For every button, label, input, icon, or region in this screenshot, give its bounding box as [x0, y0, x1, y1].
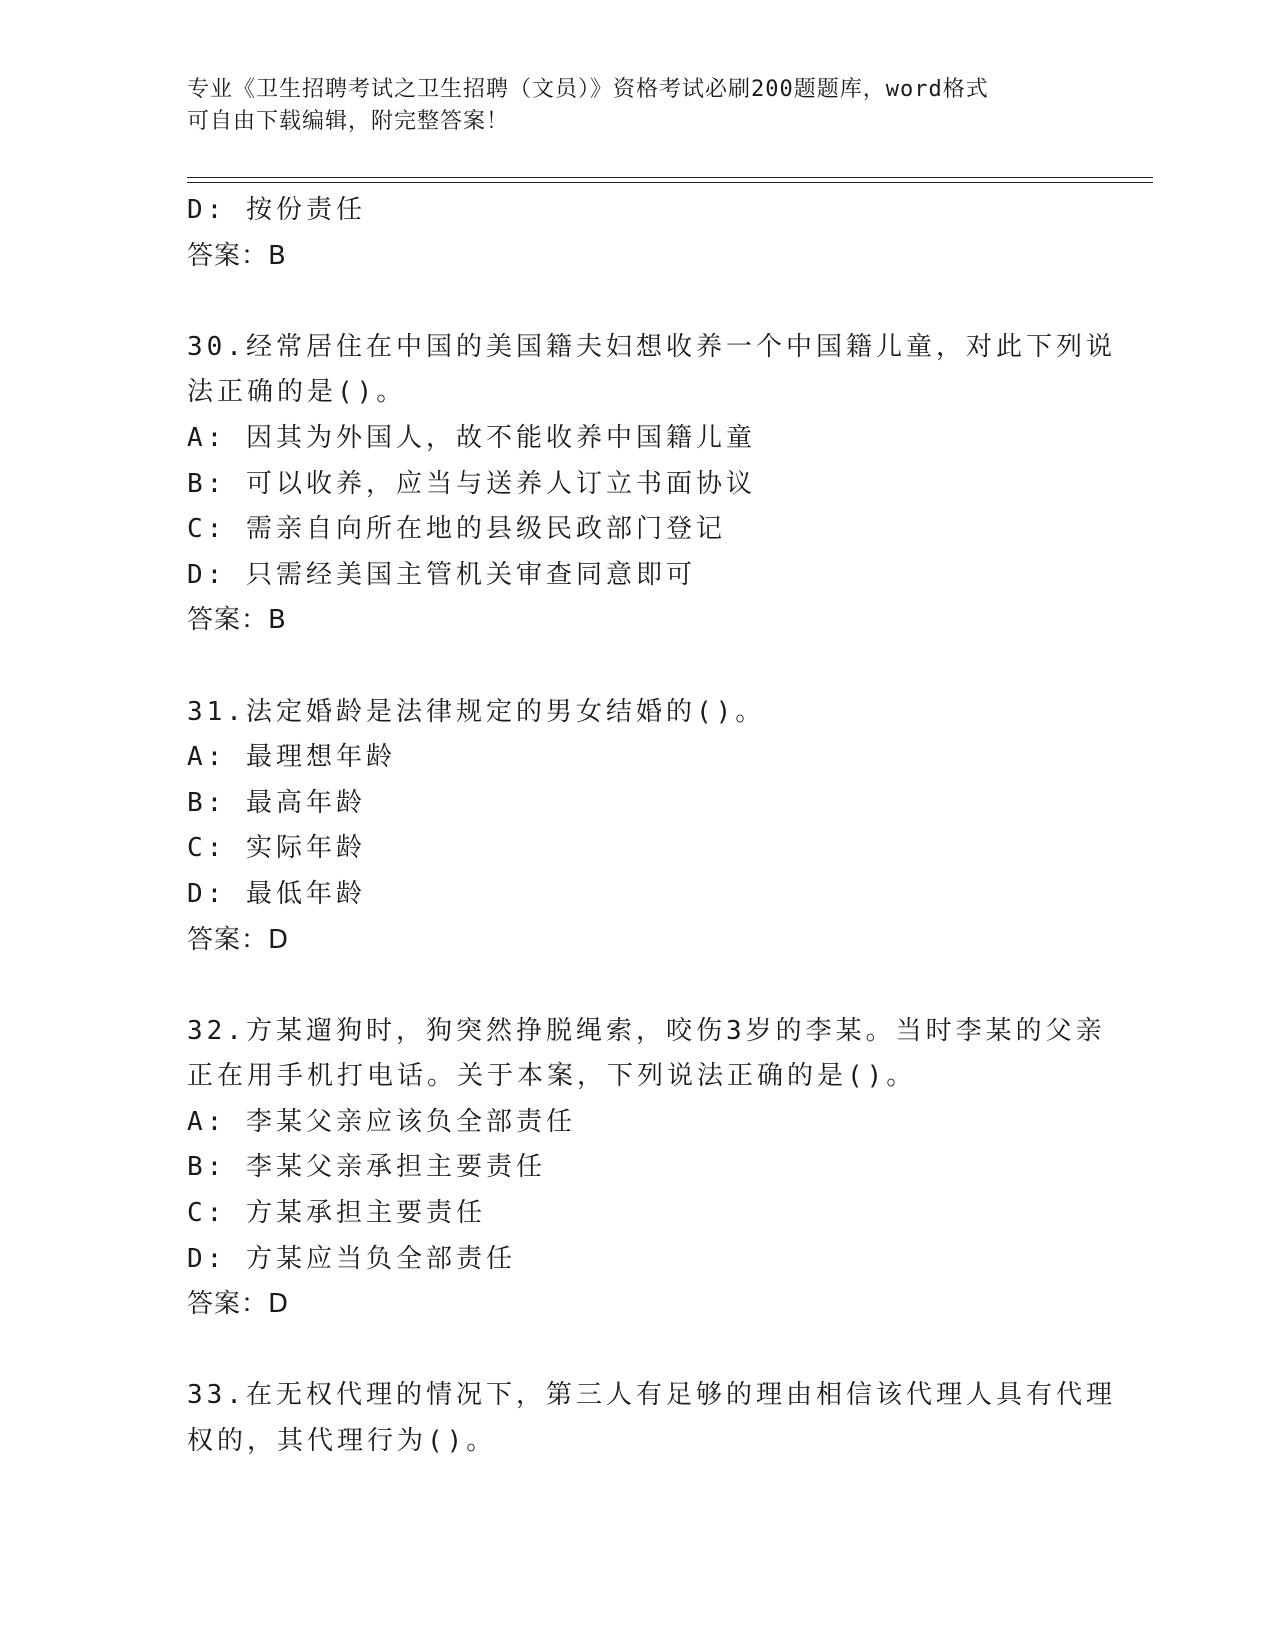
option-d: D: 最低年龄 [187, 878, 366, 909]
question-32 [187, 1009, 1106, 1328]
spacer [187, 963, 1087, 1009]
question-stem-cont: 法正确的是()。 [187, 377, 407, 408]
option-c: C: 方某承担主要责任 [187, 1198, 486, 1229]
option-a: A: 李某父亲应该负全部责任 [187, 1106, 576, 1137]
question-31 [187, 690, 1087, 964]
spacer [187, 1328, 1087, 1374]
option-b: B: 最高年龄 [187, 787, 366, 818]
option-c: C: 需亲自向所在地的县级民政部门登记 [187, 514, 726, 545]
option-d: D: 只需经美国主管机关审查同意即可 [187, 559, 696, 590]
header-rule-top [187, 177, 1153, 178]
spacer [187, 279, 1087, 325]
question-stem: 32.方某遛狗时，狗突然挣脱绳索，咬伤3岁的李某。当时李某的父亲 [187, 1015, 1106, 1046]
question-list [187, 188, 1116, 1465]
option-b: B: 可以收养，应当与送养人订立书面协议 [187, 468, 756, 499]
option-c: C: 实际年龄 [187, 833, 366, 864]
spacer [187, 644, 1087, 690]
header-line-2: 可自由下载编辑，附完整答案！ [187, 109, 510, 134]
previous-question-tail [187, 188, 1087, 279]
question-30 [187, 325, 1116, 644]
answer-line: 答案：B [187, 240, 287, 271]
option-a: A: 因其为外国人，故不能收养中国籍儿童 [187, 422, 756, 453]
header-rule-bottom [187, 182, 1153, 183]
question-stem-cont: 权的，其代理行为()。 [187, 1426, 497, 1457]
question-stem: 30.经常居住在中国的美国籍夫妇想收养一个中国籍儿童，对此下列说 [187, 331, 1116, 362]
option-d: D: 按份责任 [187, 195, 366, 225]
answer-line: 答案：D [187, 1289, 290, 1320]
answer-line: 答案：B [187, 605, 287, 636]
question-stem-cont: 正在用手机打电话。关于本案，下列说法正确的是()。 [187, 1061, 917, 1092]
option-b: B: 李某父亲承担主要责任 [187, 1152, 546, 1183]
option-d: D: 方某应当负全部责任 [187, 1243, 516, 1274]
question-stem: 33.在无权代理的情况下，第三人有足够的理由相信该代理人具有代理 [187, 1380, 1116, 1411]
question-33 [187, 1373, 1116, 1464]
question-stem: 31.法定婚龄是法律规定的男女结婚的()。 [187, 696, 766, 727]
answer-line: 答案：D [187, 924, 290, 955]
option-a: A: 最理想年龄 [187, 742, 396, 773]
header-line-1: 专业《卫生招聘考试之卫生招聘（文员）》资格考试必刷200题题库，word格式 [187, 77, 989, 102]
document-header [187, 74, 1067, 138]
